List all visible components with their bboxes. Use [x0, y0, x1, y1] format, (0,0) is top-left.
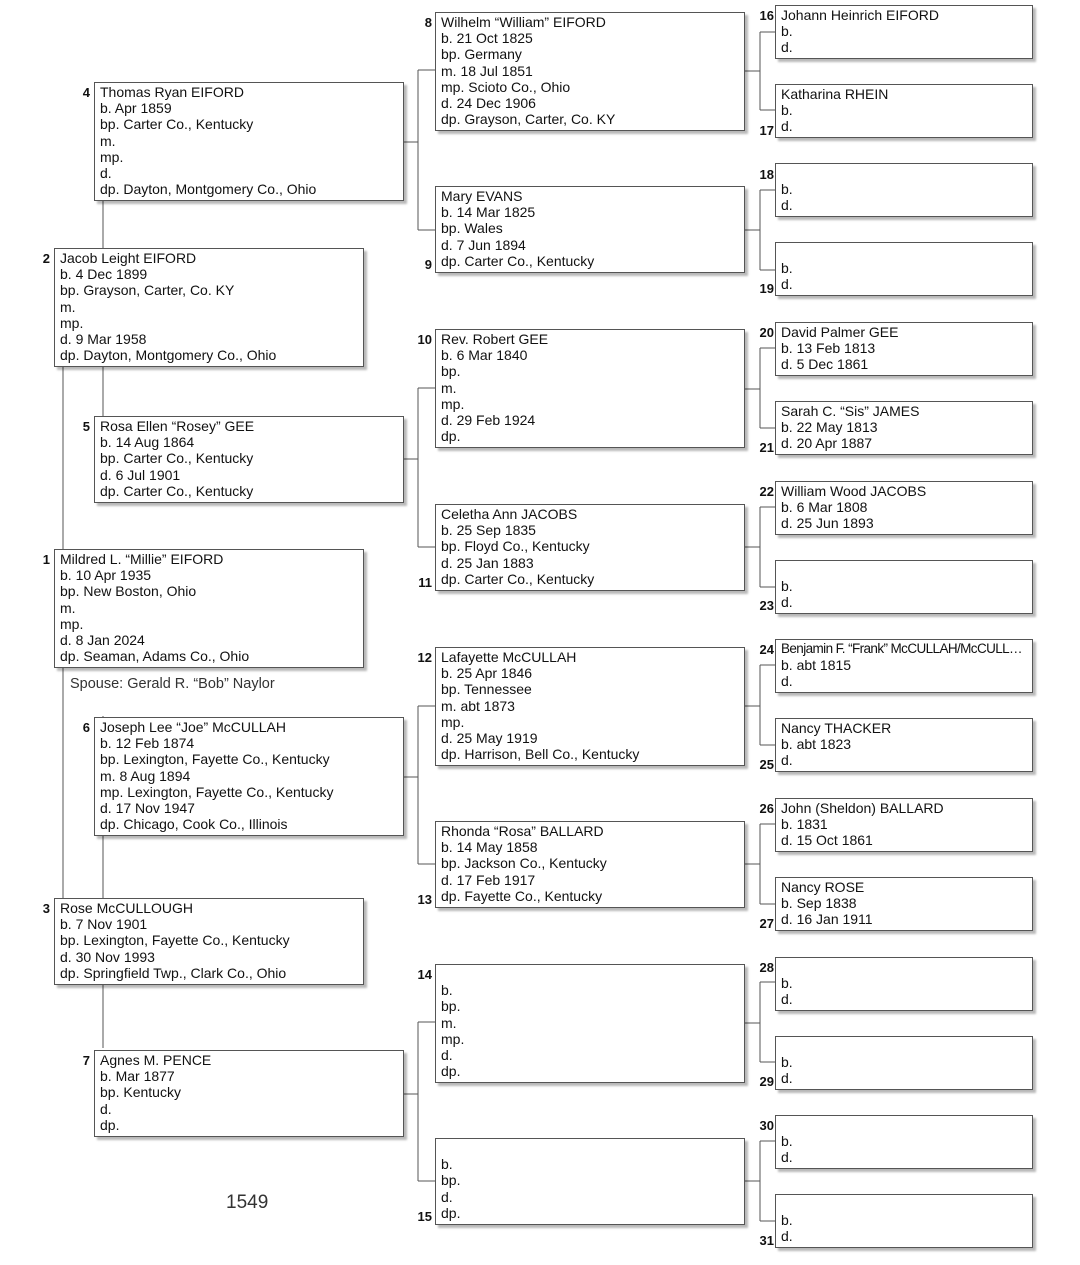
person-field: b. 14 May 1858 [441, 839, 538, 856]
person-field: dp. [441, 1063, 461, 1080]
person-field: dp. Grayson, Carter, Co. KY [441, 111, 616, 128]
person-name: Agnes M. PENCE [100, 1052, 212, 1068]
person-field: dp. [441, 428, 461, 445]
person-name: Rev. Robert GEE [441, 331, 549, 347]
person-field: b. [781, 260, 793, 276]
person-28-number: 28 [759, 960, 774, 975]
person-field: d. 6 Jul 1901 [100, 466, 181, 483]
person-13-number: 13 [417, 892, 432, 907]
person-field: b. 13 Feb 1813 [781, 340, 876, 356]
person-11-box[interactable] [435, 504, 745, 591]
person-field: d. 25 Jun 1893 [781, 515, 874, 531]
person-field: b. 7 Nov 1901 [60, 916, 148, 933]
person-30-number: 30 [759, 1118, 774, 1133]
person-name: Rose McCULLOUGH [60, 900, 194, 916]
person-field: b. 14 Mar 1825 [441, 204, 536, 221]
person-field: d. [441, 1188, 453, 1205]
person-field: b. 1831 [781, 816, 828, 832]
person-field: d. [781, 752, 793, 768]
person-13-box[interactable] [435, 821, 745, 908]
person-field: b. [781, 578, 793, 594]
person-field: d. [781, 594, 793, 610]
person-name [441, 966, 739, 982]
person-field: d. [781, 276, 793, 292]
person-name: Lafayette McCULLAH [441, 649, 577, 665]
person-field: b. [781, 23, 793, 39]
person-10-box[interactable] [435, 329, 745, 448]
person-field: bp. Floyd Co., Kentucky [441, 538, 590, 555]
person-19-number: 19 [759, 281, 774, 296]
person-name: Joseph Lee “Joe” McCULLAH [100, 719, 286, 735]
person-16-number: 16 [759, 8, 774, 23]
person-field: d. 30 Nov 1993 [60, 948, 155, 965]
person-name: Mary EVANS [441, 188, 523, 204]
person-2-number: 2 [42, 251, 50, 266]
person-field: bp. [441, 1172, 461, 1189]
person-31-box[interactable] [775, 1194, 1033, 1248]
person-field: d. [781, 39, 793, 55]
person-field: bp. Tennessee [441, 681, 532, 698]
person-field: bp. Grayson, Carter, Co. KY [60, 282, 235, 299]
person-name [781, 244, 1027, 260]
person-field: d. [781, 197, 793, 213]
person-8-number: 8 [424, 15, 432, 30]
person-14-number: 14 [417, 967, 432, 982]
person-21-number: 21 [759, 440, 774, 455]
person-26-box[interactable] [775, 798, 1033, 852]
person-field: d. [781, 991, 793, 1007]
person-7-number: 7 [82, 1053, 90, 1068]
person-12-number: 12 [417, 650, 432, 665]
person-field: mp. Lexington, Fayette Co., Kentucky [100, 783, 334, 800]
person-field: d. [781, 1149, 793, 1165]
person-field: d. [441, 1047, 453, 1064]
person-name: Wilhelm “William” EIFORD [441, 14, 606, 30]
person-1-box[interactable] [54, 549, 364, 668]
person-field: dp. Carter Co., Kentucky [100, 482, 254, 499]
person-field: d. 29 Feb 1924 [441, 412, 536, 429]
person-field: dp. [100, 1116, 120, 1133]
person-field: bp. Germany [441, 46, 522, 63]
person-6-number: 6 [82, 720, 90, 735]
person-name [781, 562, 1027, 578]
person-field: dp. Fayette Co., Kentucky [441, 887, 603, 904]
person-field: b. 6 Mar 1840 [441, 347, 528, 364]
person-field: m. [60, 298, 76, 315]
spouse-line: Spouse: Gerald R. “Bob” Naylor [70, 676, 275, 692]
person-field: m. [60, 599, 76, 616]
person-field: b. 6 Mar 1808 [781, 499, 868, 515]
person-name: Benjamin F. “Frank” McCULLAH/McCULL… [781, 641, 1022, 656]
person-24-number: 24 [759, 642, 774, 657]
person-20-number: 20 [759, 325, 774, 340]
person-6-box[interactable] [94, 717, 404, 836]
person-field: bp. [441, 998, 461, 1015]
person-field: mp. [441, 395, 465, 412]
person-field: m. [441, 379, 457, 396]
person-field: d. 25 Jan 1883 [441, 554, 534, 571]
person-name: Sarah C. “Sis” JAMES [781, 403, 920, 419]
person-field: b. 25 Apr 1846 [441, 665, 533, 682]
person-field: d. 24 Dec 1906 [441, 95, 536, 112]
person-9-box[interactable] [435, 186, 745, 273]
person-field: d. 17 Nov 1947 [100, 800, 195, 817]
person-name [441, 1140, 739, 1156]
person-field: d. [781, 1070, 793, 1086]
person-field: d. [100, 165, 112, 182]
person-29-number: 29 [759, 1074, 774, 1089]
person-20-box[interactable] [775, 322, 1033, 376]
person-2-box[interactable] [54, 248, 364, 367]
person-1-number: 1 [42, 552, 50, 567]
person-field: d. [781, 673, 793, 689]
person-4-number: 4 [82, 85, 90, 100]
person-field: dp. Seaman, Adams Co., Ohio [60, 648, 250, 665]
person-field: b. 10 Apr 1935 [60, 567, 152, 584]
person-field: b. [781, 181, 793, 197]
person-field: dp. Springfield Twp., Clark Co., Ohio [60, 964, 287, 981]
person-field: b. [441, 982, 453, 999]
person-field: dp. Dayton, Montgomery Co., Ohio [100, 181, 317, 198]
person-name: John (Sheldon) BALLARD [781, 800, 944, 816]
person-field: b. abt 1823 [781, 736, 852, 752]
person-23-box[interactable] [775, 560, 1033, 614]
person-field: d. [781, 1228, 793, 1244]
person-field: d. 9 Mar 1958 [60, 331, 147, 348]
person-field: bp. Carter Co., Kentucky [100, 116, 254, 133]
person-name [781, 165, 1027, 181]
person-field: b. Sep 1838 [781, 895, 857, 911]
person-field: dp. [441, 1204, 461, 1221]
person-name [781, 1196, 1027, 1212]
person-field: b. 4 Dec 1899 [60, 266, 148, 283]
person-field: dp. Carter Co., Kentucky [441, 570, 595, 587]
person-field: d. 7 Jun 1894 [441, 236, 526, 253]
person-16-box[interactable] [775, 5, 1033, 59]
person-name [781, 1117, 1027, 1133]
person-11-number: 11 [418, 575, 432, 590]
person-name: Nancy ROSE [781, 879, 865, 895]
person-22-box[interactable] [775, 481, 1033, 535]
person-field: bp. Lexington, Fayette Co., Kentucky [60, 932, 290, 949]
person-field: b. [781, 1212, 793, 1228]
person-name: Johann Heinrich EIFORD [781, 7, 939, 23]
person-field: b. 12 Feb 1874 [100, 735, 195, 752]
person-name: Thomas Ryan EIFORD [100, 84, 244, 100]
person-field: m. 18 Jul 1851 [441, 62, 533, 79]
person-field: d. 8 Jan 2024 [60, 632, 145, 649]
person-field: bp. Jackson Co., Kentucky [441, 855, 607, 872]
person-3-number: 3 [42, 901, 50, 916]
person-field: m. 8 Aug 1894 [100, 767, 191, 784]
person-name: Rhonda “Rosa” BALLARD [441, 823, 604, 839]
person-17-box[interactable] [775, 84, 1033, 138]
person-field: b. [781, 102, 793, 118]
person-22-number: 22 [759, 484, 774, 499]
person-field: bp. [441, 363, 461, 380]
person-26-number: 26 [759, 801, 774, 816]
person-21-box[interactable] [775, 401, 1033, 455]
person-name: Jacob Leight EIFORD [60, 250, 197, 266]
person-name: Celetha Ann JACOBS [441, 506, 578, 522]
person-12-box[interactable] [435, 647, 745, 766]
person-field: b. Apr 1859 [100, 100, 172, 117]
person-name: Katharina RHEIN [781, 86, 889, 102]
person-name: Mildred L. “Millie” EIFORD [60, 551, 224, 567]
person-10-number: 10 [417, 332, 432, 347]
person-field: b. 14 Aug 1864 [100, 434, 195, 451]
person-27-number: 27 [759, 916, 774, 931]
person-name [781, 959, 1027, 975]
person-9-number: 9 [424, 257, 432, 272]
person-field: d. 5 Dec 1861 [781, 356, 869, 372]
person-5-number: 5 [82, 419, 90, 434]
person-19-box[interactable] [775, 242, 1033, 296]
person-field: d. 25 May 1919 [441, 730, 538, 747]
person-field: b. 22 May 1813 [781, 419, 878, 435]
person-field: d. 20 Apr 1887 [781, 435, 873, 451]
person-field: d. 17 Feb 1917 [441, 871, 536, 888]
person-field: d. [781, 118, 793, 134]
person-4-box[interactable] [94, 82, 404, 201]
person-23-number: 23 [759, 598, 774, 613]
person-field: d. 15 Oct 1861 [781, 832, 873, 848]
person-name: David Palmer GEE [781, 324, 899, 340]
person-field: bp. New Boston, Ohio [60, 583, 197, 600]
person-field: mp. [100, 148, 124, 165]
person-5-box[interactable] [94, 416, 404, 503]
person-field: b. 25 Sep 1835 [441, 522, 536, 539]
person-25-box[interactable] [775, 718, 1033, 772]
person-name: William Wood JACOBS [781, 483, 927, 499]
person-17-number: 17 [759, 123, 774, 138]
person-28-box[interactable] [775, 957, 1033, 1011]
person-field: d. [100, 1100, 112, 1117]
person-24-box[interactable] [775, 639, 1033, 693]
page-number: 1549 [226, 1192, 269, 1213]
person-8-box[interactable] [435, 12, 745, 131]
person-7-box[interactable] [94, 1050, 404, 1137]
person-field: mp. [60, 314, 84, 331]
person-field: dp. Dayton, Montgomery Co., Ohio [60, 347, 277, 364]
person-field: mp. Scioto Co., Ohio [441, 78, 571, 95]
person-field: b. [781, 975, 793, 991]
person-field: dp. Chicago, Cook Co., Illinois [100, 816, 288, 833]
person-field: b. [781, 1054, 793, 1070]
person-field: b. 21 Oct 1825 [441, 30, 533, 47]
person-field: mp. [60, 615, 84, 632]
person-25-number: 25 [759, 757, 774, 772]
person-field: bp. Carter Co., Kentucky [100, 450, 254, 467]
person-field: m. [441, 1014, 457, 1031]
person-27-box[interactable] [775, 877, 1033, 931]
person-field: bp. Kentucky [100, 1084, 181, 1101]
person-field: mp. [441, 713, 465, 730]
person-field: bp. Wales [441, 220, 503, 237]
person-field: m. abt 1873 [441, 697, 515, 714]
person-field: b. [441, 1156, 453, 1173]
person-18-number: 18 [759, 167, 774, 182]
person-14-box[interactable] [435, 964, 745, 1083]
person-field: b. Mar 1877 [100, 1068, 175, 1085]
person-name: Rosa Ellen “Rosey” GEE [100, 418, 255, 434]
person-field: dp. Harrison, Bell Co., Kentucky [441, 746, 640, 763]
person-field: m. [100, 132, 116, 149]
person-field: mp. [441, 1030, 465, 1047]
person-31-number: 31 [759, 1233, 774, 1248]
person-field: d. 16 Jan 1911 [781, 911, 873, 927]
person-29-box[interactable] [775, 1036, 1033, 1090]
person-name [781, 1038, 1027, 1054]
person-3-box[interactable] [54, 898, 364, 985]
person-field: bp. Lexington, Fayette Co., Kentucky [100, 751, 330, 768]
person-field: b. abt 1815 [781, 657, 852, 673]
person-name: Nancy THACKER [781, 720, 892, 736]
person-15-box[interactable] [435, 1138, 745, 1225]
person-15-number: 15 [417, 1209, 432, 1224]
person-30-box[interactable] [775, 1115, 1033, 1169]
person-field: dp. Carter Co., Kentucky [441, 252, 595, 269]
person-18-box[interactable] [775, 163, 1033, 217]
person-field: b. [781, 1133, 793, 1149]
